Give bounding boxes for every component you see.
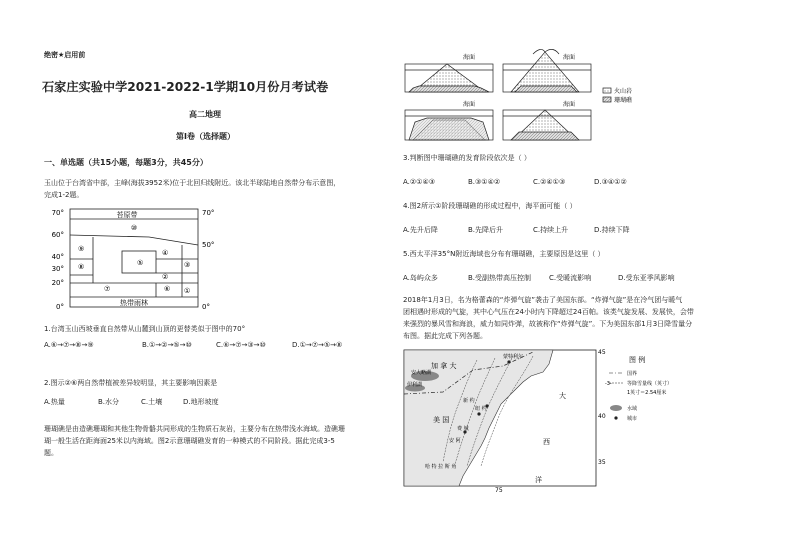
q5-option-d: D.受东亚季风影响	[618, 274, 675, 282]
q3-option-d: D.③④①②	[594, 178, 627, 186]
legend-inch-conversion: 1英寸＝2.54厘米	[627, 390, 667, 396]
lat-left-60: 60°	[51, 231, 64, 239]
map-label-xi: 西	[543, 438, 550, 446]
q3-option-c: C.②④①③	[533, 178, 566, 186]
bomb-intro-4: 布图。据此完成下列各题。	[403, 332, 487, 340]
zone-6: ⑥	[164, 285, 171, 293]
zone-1: ①	[184, 287, 191, 295]
zone-5: ⑤	[137, 259, 144, 267]
lat-left-40: 40°	[51, 253, 64, 261]
coral-intro-3: 题。	[44, 449, 58, 457]
q5-option-b: B.受副热带高压控制	[468, 274, 532, 282]
legend-volcanic-rock: 火山岩	[614, 88, 633, 95]
q2-option-b: B.水分	[98, 398, 120, 406]
intro-line-2: 完成1-2题。	[44, 191, 84, 199]
legend-city: 城市	[627, 416, 638, 422]
q2-option-c: C.土壤	[141, 398, 163, 406]
band-tundra: 苔原带	[116, 211, 138, 219]
sea-label-1: 海面	[463, 54, 476, 61]
natural-zones-figure	[44, 207, 224, 313]
coral-stages-figure	[403, 48, 653, 146]
coral-intro-1: 珊瑚礁是由造礁珊瑚和其他生物骨骼共同形成的生物质石灰岩，主要分布在热带浅水海域。造礁珊	[44, 425, 345, 433]
q2-option-d: D.地形坡度	[183, 398, 219, 406]
q1-option-a: A.⑥→⑦→⑧→⑨	[44, 341, 94, 349]
map-label-usa: 美 国	[433, 416, 450, 424]
map-label-yang: 洋	[535, 476, 542, 484]
q2-option-a: A.热量	[44, 398, 65, 406]
secret-label: 绝密★启用前	[44, 51, 86, 59]
map-label-erie: 伊利湖	[407, 382, 423, 388]
q3-option-b: B.③①④②	[468, 178, 501, 186]
map-label-philadelphia: 费 城	[457, 426, 469, 432]
zone-4: ④	[162, 249, 169, 257]
lat-left-30: 30°	[51, 265, 64, 273]
q4-option-b: B.先降后升	[468, 226, 504, 234]
zone-8: ⑧	[78, 263, 85, 271]
q4-option-a: A.先升后降	[403, 226, 438, 234]
intro-line-1: 玉山位于台湾省中部，主峰(海拔3952米)位于北回归线附近。该北半球陆地自然带分布示意图，	[44, 179, 341, 187]
lat-left-0: 0°	[56, 303, 64, 311]
q5-stem: 5.西太平洋35°N附近海域也分布有珊瑚礁，主要原因是这里（ ）	[403, 250, 605, 258]
legend-snow-isoline: 等降雪量线（英寸）	[627, 381, 673, 387]
sea-label-2: 海面	[563, 54, 576, 61]
map-label-montreal: 蒙特利尔	[503, 354, 524, 360]
legend-isoline-value: -3-	[605, 381, 612, 387]
q2-stem: 2.图示②⑥两自然带植被差异较明显，其主要影响因素是	[44, 379, 218, 387]
legend-coral-reef: 珊瑚礁	[614, 97, 633, 104]
q3-option-a: A.②①④③	[403, 178, 435, 186]
lon-tick-75: 75	[495, 487, 503, 492]
lat-tick-35: 35	[598, 459, 606, 466]
map-label-ontario: 安大略湖	[411, 370, 432, 376]
sea-label-3: 海面	[463, 101, 476, 108]
subject-title: 高二地理	[189, 110, 221, 119]
map-label-xinyue: 新 约	[463, 398, 475, 404]
lat-tick-45: 45	[598, 349, 606, 356]
q1-option-c: C.⑥→⑦→③→⑩	[216, 341, 266, 349]
q5-option-a: A.岛屿众多	[403, 274, 438, 282]
coral-intro-2: 瑚一般生活在距海面25米以内海域。图2示意珊瑚礁发育的一种模式的不同阶段。据此完成3-5	[44, 437, 335, 445]
zone-9: ⑨	[78, 245, 85, 253]
legend-border: 国界	[627, 371, 638, 377]
zone-3: ③	[184, 261, 191, 269]
lat-right-70: 70°	[202, 209, 215, 217]
q1-option-d: D.①→⑦→⑤→⑧	[292, 341, 343, 349]
map-label-da: 大	[559, 392, 566, 400]
band-rainforest: 热带雨林	[120, 299, 148, 307]
map-label-anah: 安 阿	[449, 438, 461, 444]
q1-option-b: B.①→②→⑤→⑩	[142, 341, 192, 349]
bomb-intro-2: 团相遇时形成的气旋，其中心气压在24小时内下降超过24百帕。该类气旋发展、发展快，会带	[403, 308, 694, 316]
lat-right-0: 0°	[202, 303, 210, 311]
map-legend-title: 图 例	[629, 356, 646, 364]
q4-option-c: C.持续上升	[533, 226, 569, 234]
q3-stem: 3.判断图中珊瑚礁的发育阶段依次是（ ）	[403, 154, 531, 162]
bomb-intro-1: 2018年1月3日，名为格蕾森的“炸弹气旋”袭击了美国东部。“炸弹气旋”是在冷气团与暖气	[403, 296, 683, 304]
zone-10: ⑩	[130, 224, 138, 232]
zone-2: ②	[162, 273, 169, 281]
lat-tick-40: 40	[598, 413, 606, 420]
map-label-newyork: 纽 约	[475, 406, 487, 412]
map-label-hatteras: 哈 特 拉 斯 角	[425, 464, 457, 470]
section-title: 第Ⅰ卷（选择题）	[176, 132, 235, 141]
q5-option-c: C.受暖流影响	[549, 274, 592, 282]
legend-water: 水域	[627, 406, 638, 412]
map-label-canada: 加 拿 大	[431, 362, 457, 370]
lat-left-70: 70°	[51, 209, 64, 217]
q4-stem: 4.图2所示①阶段珊瑚礁的形成过程中，海平面可能（ ）	[403, 202, 577, 210]
q1-stem: 1.台湾玉山西坡垂直自然带从山麓到山顶的更替类似于图中的70°	[44, 325, 246, 333]
sea-label-4: 海面	[563, 101, 576, 108]
bomb-intro-3: 来强烈的暴风雪和海浪，威力如同炸弹，故被称作“炸弹气旋”。下为美国东部1月3日降雪量分	[403, 320, 693, 328]
exam-title: 石家庄实验中学2021-2022-1学期10月份月考试卷	[42, 80, 329, 94]
lat-right-50: 50°	[202, 241, 215, 249]
snowfall-map	[403, 346, 698, 492]
lat-left-20: 20°	[51, 279, 64, 287]
mcq-heading: 一、单选题（共15小题，每题3分，共45分）	[44, 158, 208, 167]
zone-7: ⑦	[104, 285, 111, 293]
q4-option-d: D.持续下降	[594, 226, 630, 234]
